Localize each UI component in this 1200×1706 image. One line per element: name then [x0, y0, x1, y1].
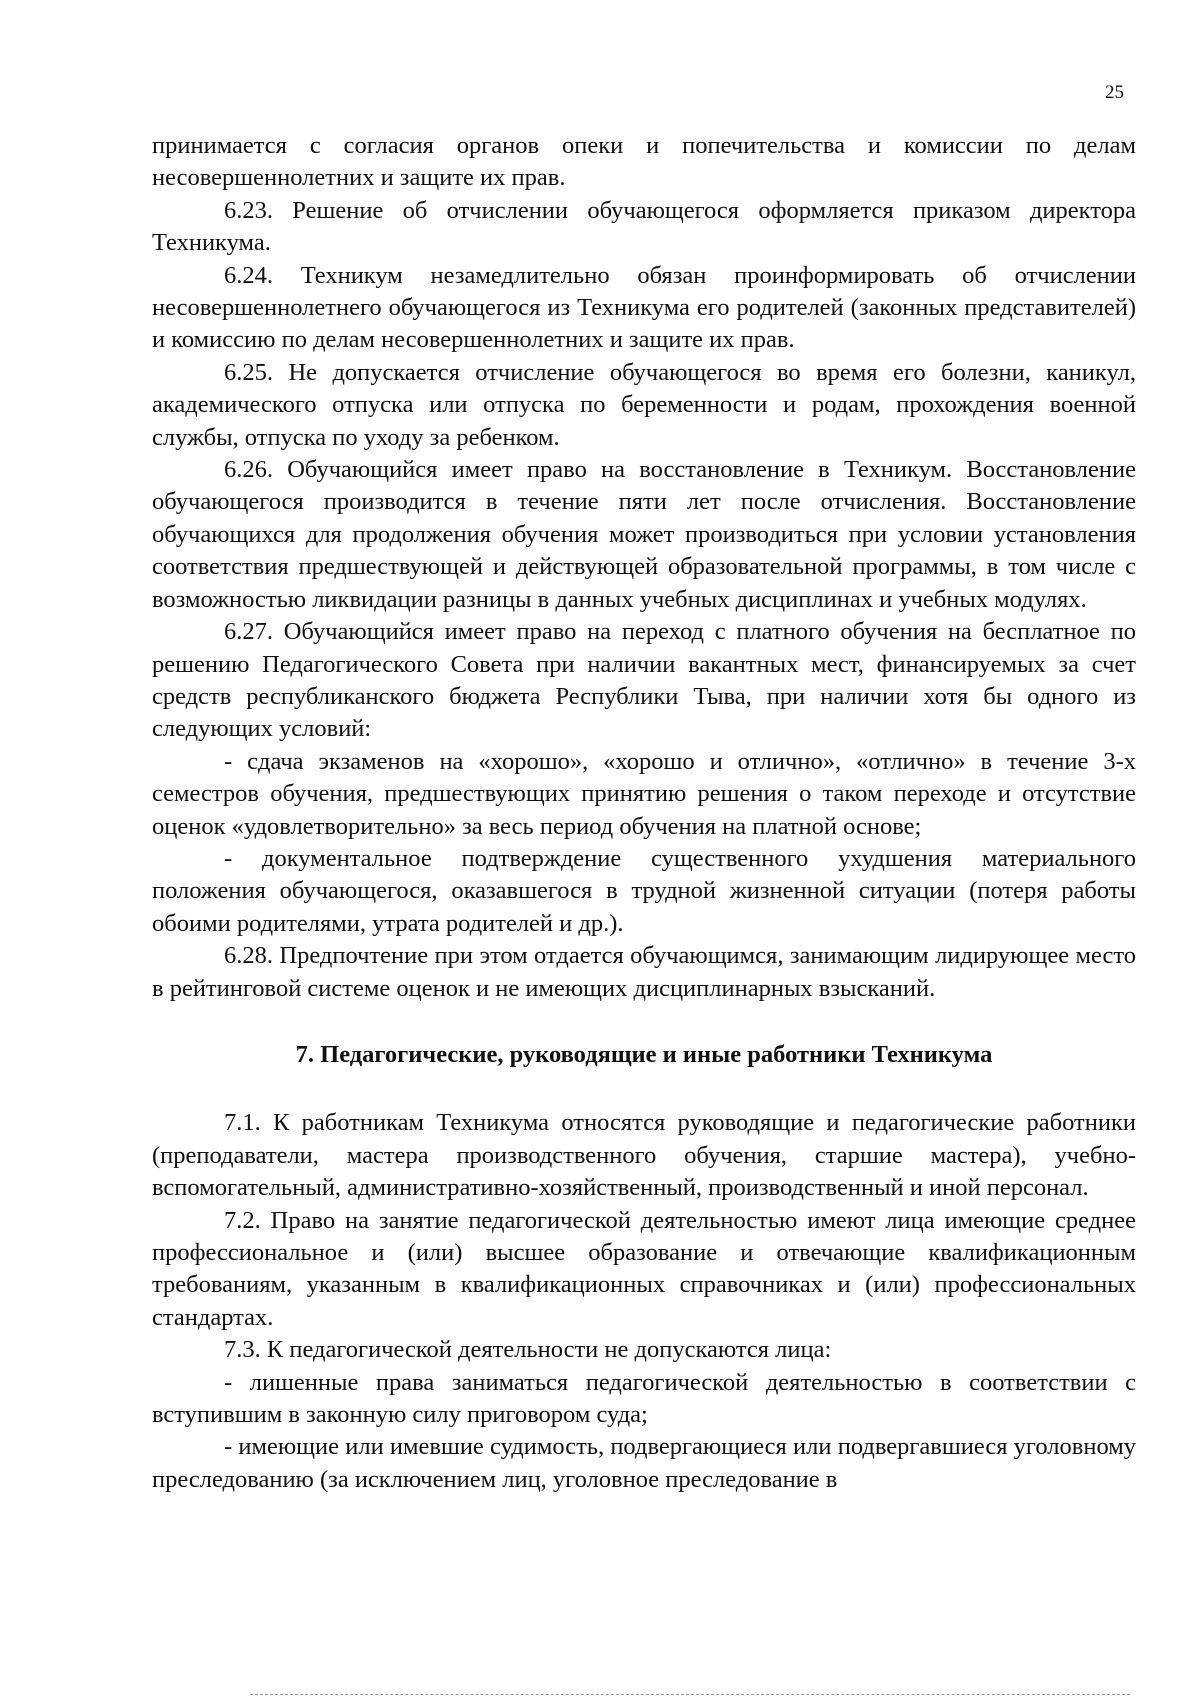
paragraph-6-28: 6.28. Предпочтение при этом отдается обучающимся, занимающим лидирующее место в рейтинговой системе оценок и не имеющих дисциплинарных взысканий. [152, 942, 1136, 1002]
paragraph-6-24: 6.24. Техникум незамедлительно обязан проинформировать об отчислении несовершеннолетнего обучающегося из Техникума его родителей (законных представителей) и комиссию по делам несовершеннолетних и защите их прав. [152, 261, 1136, 354]
paragraph-6-27: 6.27. Обучающийся имеет право на переход с платного обучения на бесплатное по решению Педагогического Совета при наличии вакантных мест, финансируемых за счет средств республиканского бюджета Республики Тыва, при наличии хотя бы одного из следующих условий: [152, 618, 1136, 743]
scan-edge-line [250, 1694, 1130, 1695]
list-item-financial-hardship: - документальное подтверждение существенного ухудшения материального положения обучающегося, оказавшегося в трудной жизненной ситуации (потеря работы обоими родителями, утрата родителей и др.). [152, 844, 1136, 937]
paragraph-6-23: 6.23. Решение об отчислении обучающегося оформляется приказом директора Техникума. [152, 196, 1136, 257]
section-heading: 7. Педагогические, руководящие и иные работники Техникума [295, 1040, 993, 1068]
paragraph-7-2: 7.2. Право на занятие педагогической деятельностью имеют лица имеющие среднее профессиональное и (или) высшее образование и отвечающие квалификационным требованиям, указанным в квалификационных справочниках и (или) профессиональных стандартах. [152, 1206, 1136, 1331]
list-item-exam-grades: - сдача экзаменов на «хорошо», «хорошо и отлично», «отлично» в течение 3-х семестров обучения, предшествующих принятию решения о таком переходе и отсутствие оценок «удовлетворительно» за весь период обучения на платной основе; [152, 747, 1136, 840]
list-item-criminal-record: - имеющие или имевшие судимость, подвергающиеся или подвергавшиеся уголовному преследованию (за исключением лиц, уголовное преследование в [152, 1433, 1136, 1493]
paragraph-6-25: 6.25. Не допускается отчисление обучающегося во время его болезни, каникул, академического отпуска или отпуска по беременности и родам, прохождения военной службы, отпуска по уходу за ребенком. [152, 358, 1136, 451]
list-item-deprived-of-right: - лишенные права заниматься педагогической деятельностью в соответствии с вступившим в законную силу приговором суда; [152, 1368, 1136, 1429]
paragraph-continuation: принимается с согласия органов опеки и попечительства и комиссии по делам несовершеннолетних и защите их прав. [152, 132, 1136, 192]
page-number: 25 [1105, 82, 1124, 103]
paragraph-7-3: 7.3. К педагогической деятельности не допускаются лица: [224, 1336, 832, 1364]
paragraph-6-26: 6.26. Обучающийся имеет право на восстановление в Техникум. Восстановление обучающегося производится в течение пяти лет после отчисления. Восстановление обучающихся для продолжения обучения может производиться при условии установления соответствия предшествующей и действующей образовательной программы, в том числе с возможностью ликвидации разницы в данных учебных дисциплинах и учебных модулях. [152, 456, 1136, 613]
paragraph-7-1: 7.1. К работникам Техникума относятся руководящие и педагогические работники (преподаватели, мастера производственного обучения, старшие мастера), учебно-вспомогательный, административно-хозяйственный, производственный и иной персонал. [152, 1109, 1136, 1202]
document-body [152, 130, 1136, 1496]
